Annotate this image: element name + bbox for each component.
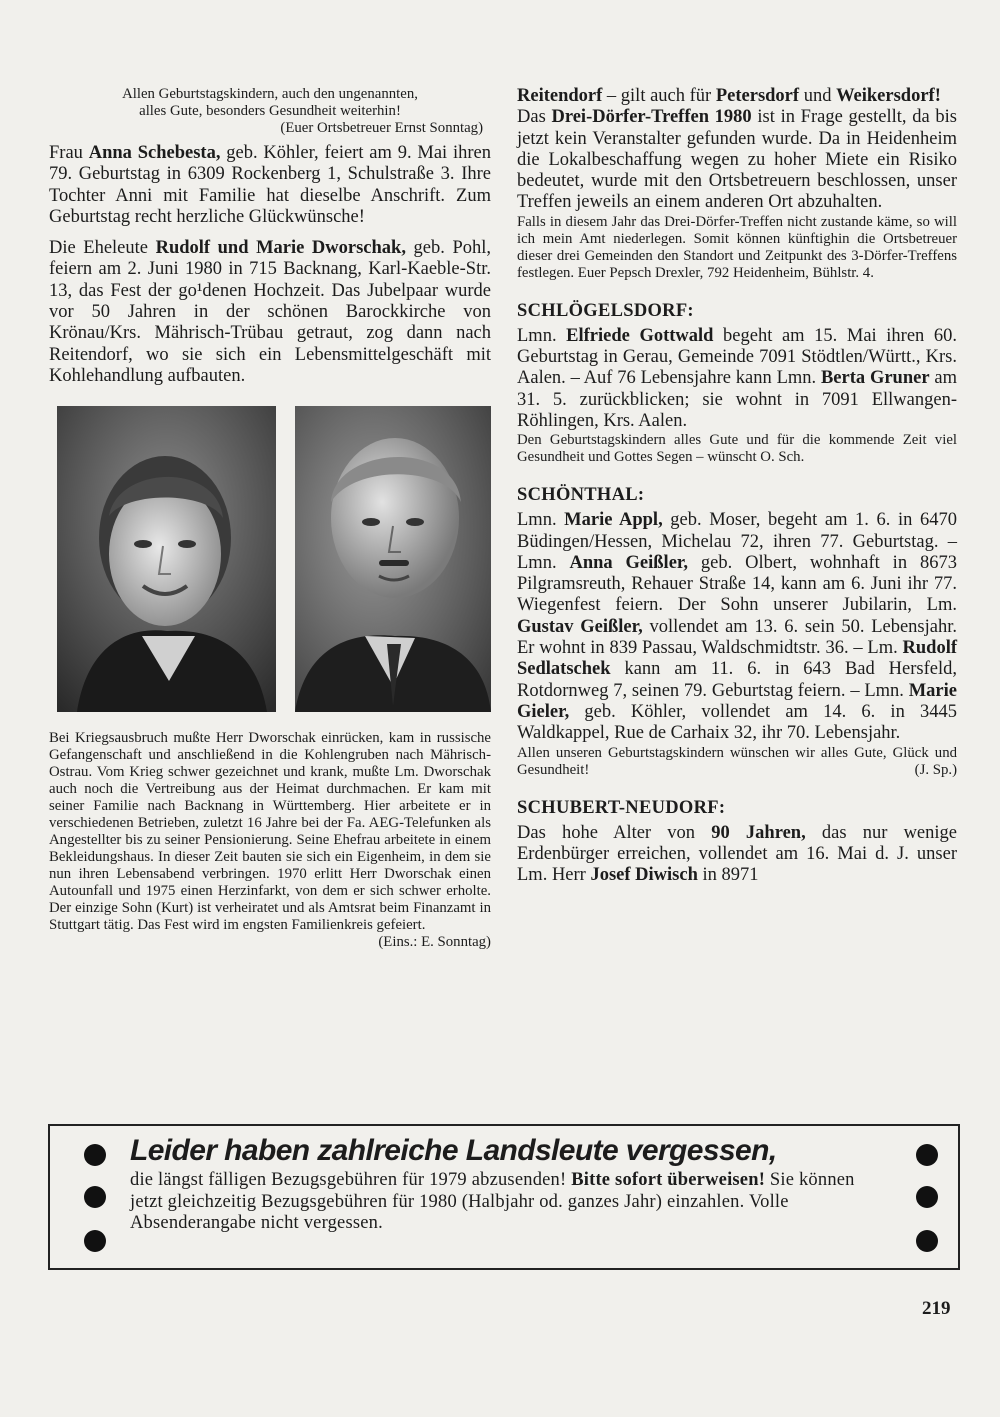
schoenthal-wish: Allen unseren Geburtstagskindern wünschen wir alles Gute, Glück und Gesundheit! (J. Sp.) <box>517 744 957 778</box>
bullet-dot-icon <box>916 1144 938 1166</box>
person-name: Rudolf und Marie Dworschak, <box>155 238 406 259</box>
photo-caption: Bei Kriegsausbruch mußte Herr Dworschak einrücken, kam in russische Gefangenschaft und anschließend in die Kohlengruben nach Mährisch-Ostrau. Vom Krieg schwer gezeichnet und krank, mußte Lm. Dworschak auch noch die Vertreibung aus der Heimat durchmachen. Er kam mit seiner Familie nach Backnang in Württemberg. Hier arbeitete er in verschiedenen Betrieben, zuletzt 16 Jahre bei der Fa. AEG-Telefunken als Angestellter bis zu seiner Pensionierung. Seine Ehefrau arbeitete in einem Bekleidungshaus. In dieser Zeit bauten sie sich ein Eigenheim, in dem sie nun ihren Lebensabend verbringen. 1970 erlitt Herr Dworschak einen Autounfall und 1975 einen Herzinfarkt, von dem er sich schwer erholte. Der einzige Sohn (Kurt) ist verheiratet und als Amtsrat beim Finanzamt in Stuttgart tätig. Das Fest wird im engsten Familienkreis gefeiert. (Eins.: E. Sonntag) <box>49 730 491 951</box>
schubert-paragraph: Das hohe Alter von 90 Jahren, das nur wenige Erdenbürger erreichen, vollendet am 16. Mai d. J. unser Lm. Herr Josef Diwisch in 8971 <box>517 822 957 886</box>
section-heading-schubert-neudorf: SCHUBERT-NEUDORF: <box>517 797 726 818</box>
notice-headline: Leider haben zahlreiche Landsleute vergessen, <box>130 1134 777 1167</box>
bullet-dot-icon <box>916 1230 938 1252</box>
jubilee-photos <box>57 406 491 712</box>
schoenthal-paragraph: Lmn. Marie Appl, geb. Moser, begeht am 1. 6. in 6470 Büdingen/Hessen, Michelau 72, ihren 77. Geburtstag. – Lmn. Anna Geißler, geb. Olbert, wohnhaft in 8673 Pilgramsreuth, Rehauer Straße 14, kann am 6. Juni ihr 77. Wiegenfest feiern. Der Sohn unserer Jubilarin, Lm. Gustav Geißler, vollendet am 13. 6. sein 50. Lebensjahr. Er wohnt in 839 Passau, Waldschmidtstr. 36. – Lm. Rudolf Sedlatschek kann am 11. 6. in 643 Bad Hersfeld, Rotdornweg 7, seinen 79. Geburtstag feiern. – Lmn. Marie Gieler, geb. Köhler, vollendet am 14. 6. in 3445 Waldkappel, Rue de Carhaix 32, ihr 70. Lebensjahr. <box>517 510 957 744</box>
treffen-paragraph: Das Drei-Dörfer-Treffen 1980 ist in Frage gestellt, da bis jetzt kein Veranstalter gefunden wurde. Da in Heidenheim die Lokalbeschaffung wegen zu hoher Miete ein Risiko bedeutet, wurde mit den Ortsbetreuern beschlossen, unser Treffen jeweils an einem anderen Ort abzuhalten. <box>517 107 957 213</box>
dworschak-paragraph: Die Eheleute Rudolf und Marie Dworschak, geb. Pohl, feiern am 2. Juni 1980 in 715 Backnang, Karl-Kaeble-Str. 13, das Fest der go¹denen Hochzeit. Das Jubelpaar wurde vor 50 Jahren in der schönen Barockkirche von Krönau/Krs. Mährisch-Trübau getraut, zog dann nach Reitendorf, wo sie sich ein Lebensmittelgeschäft mit Kohlehandlung aufbauten. <box>49 238 491 386</box>
schebesta-paragraph: Frau Anna Schebesta, geb. Köhler, feiert am 9. Mai ihren 79. Geburtstag in 6309 Rockenberg 1, Schulstraße 3. Ihre Tochter Anni mit Familie hat dieselbe Anschrift. Zum Geburtstag recht herzliche Glückwünsche! <box>49 143 491 227</box>
right-column <box>517 86 957 886</box>
greeting-signature: (Euer Ortsbetreuer Ernst Sonntag) <box>280 120 483 136</box>
schloegelsdorf-paragraph: Lmn. Elfriede Gottwald begeht am 15. Mai ihren 60. Geburtstag in Gerau, Gemeinde 7091 Stödtlen/Württ., Krs. Aalen. – Auf 76 Lebensjahre kann Lmn. Berta Gruner am 31. 5. zurückblicken; sie wohnt in 7091 Ellwangen-Röhlingen, Krs. Aalen. <box>517 325 957 431</box>
payment-notice-box <box>48 1124 960 1270</box>
greeting-line: Allen Geburtstagskindern, auch den ungenannten, <box>122 86 418 102</box>
bullet-dot-icon <box>84 1186 106 1208</box>
section-heading-schoenthal: SCHÖNTHAL: <box>517 485 645 506</box>
greeting-line: alles Gute, besonders Gesundheit weiterhin! <box>139 103 401 119</box>
caption-signature: (Eins.: E. Sonntag) <box>378 934 491 951</box>
bullet-dot-icon <box>84 1144 106 1166</box>
schloegelsdorf-wish: Den Geburtstagskindern alles Gute und für die kommende Zeit viel Gesundheit und Gottes Segen – wünscht O. Sch. <box>517 432 957 466</box>
left-column <box>49 86 491 951</box>
bullet-dot-icon <box>916 1186 938 1208</box>
portrait-photo-man <box>295 406 491 712</box>
drexler-note: Falls in diesem Jahr das Drei-Dörfer-Treffen nicht zustande käme, so will ich mein Amt niederlegen. Somit können künftighin die Ortsbetreuer dieser drei Gemeinden den Standort und Zeitpunkt des 3-Dörfer-Treffens festlegen. Euer Pepsch Drexler, 792 Heidenheim, Bühlstr. 4. <box>517 213 957 281</box>
page-number: 219 <box>922 1298 951 1319</box>
reitendorf-intro: Reitendorf – gilt auch für Petersdorf und Weikersdorf! <box>517 86 941 106</box>
notice-body: die längst fälligen Bezugsgebühren für 1979 abzusenden! Bitte sofort überweisen! Sie können jetzt gleichzeitig Bezugsgebühren für 1980 (Halbjahr od. ganzes Jahr) einzahlen. Volle Absenderangabe nicht vergessen. <box>130 1170 855 1234</box>
person-name: Anna Schebesta, <box>88 143 221 163</box>
portrait-photo-woman <box>57 406 276 712</box>
section-heading-schloegelsdorf: SCHLÖGELSDORF: <box>517 300 694 321</box>
bullet-dot-icon <box>84 1230 106 1252</box>
